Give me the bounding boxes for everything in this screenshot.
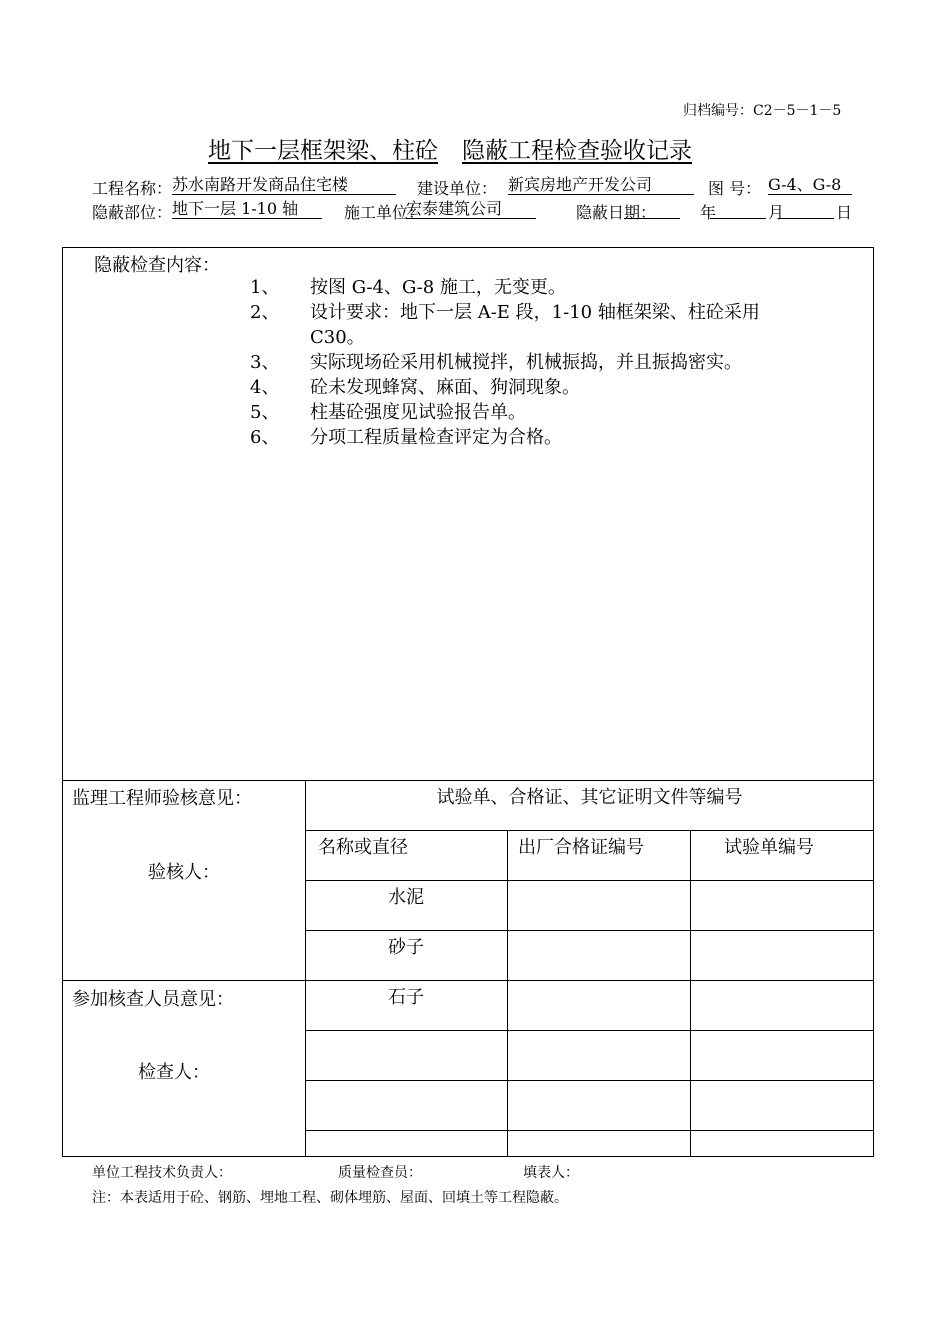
content-item-text: 砼未发现蜂窝、麻面、狗洞现象。: [310, 377, 580, 398]
grid-line: [305, 980, 874, 981]
content-item-number: 6、: [250, 427, 280, 448]
content-item-text: 分项工程质量检查评定为合格。: [310, 427, 562, 448]
concealed-date-label: 隐蔽日期：: [576, 203, 657, 222]
contractor-value: 宏泰建筑公司: [406, 200, 536, 219]
title-part-2: 隐蔽工程检查验收记录: [462, 138, 692, 164]
title-part-1: 地下一层框架梁、柱砼: [208, 138, 438, 164]
qc-inspector-label: 质量检查员：: [338, 1165, 422, 1181]
contractor-label: 施工单位：: [344, 203, 425, 222]
content-item-text: 实际现场砼采用机械搅拌，机械振捣，并且振捣密实。: [310, 352, 742, 373]
grid-line: [507, 830, 508, 1157]
column-header-certificate: 出厂合格证编号: [518, 837, 644, 858]
form-filler-label: 填表人：: [523, 1165, 579, 1181]
inspector-signer-label: 检查人：: [138, 1062, 210, 1083]
year-underline: [710, 200, 766, 219]
column-header-test-report: 试验单编号: [724, 837, 814, 858]
footnote: 注：本表适用于砼、钢筋、埋地工程、砌体埋筋、屋面、回填土等工程隐蔽。: [92, 1190, 568, 1206]
tech-lead-label: 单位工程技术负责人：: [92, 1165, 232, 1181]
divider-opinion: [62, 980, 306, 981]
concealed-part-label: 隐蔽部位：: [92, 203, 173, 222]
divider-vertical-left: [305, 780, 306, 1157]
content-item-number: 1、: [250, 277, 280, 298]
grid-line: [305, 1080, 874, 1081]
divider-content: [62, 780, 874, 781]
project-name-label: 工程名称：: [92, 179, 173, 198]
table-cell-material: 水泥: [388, 887, 424, 908]
drawing-no-value: G-4、G-8: [768, 176, 852, 195]
month-label: 月: [768, 203, 785, 222]
inspection-content-label: 隐蔽检查内容：: [94, 255, 220, 276]
concealed-part-value: 地下一层 1-10 轴: [172, 200, 322, 219]
grid-line: [305, 880, 874, 881]
content-item-text: 柱基砼强度见试验报告单。: [310, 402, 526, 423]
month-underline: [778, 200, 834, 219]
content-item-number: 5、: [250, 402, 280, 423]
content-item-text: 按图 G-4、G-8 施工，无变更。: [310, 277, 566, 298]
supervisor-opinion-label: 监理工程师验核意见：: [72, 788, 252, 809]
inspector-opinion-label: 参加核查人员意见：: [72, 989, 234, 1010]
builder-value: 新宾房地产开发公司: [508, 176, 694, 195]
date-underline: [624, 200, 680, 219]
project-name-value: 苏水南路开发商品住宅楼: [172, 176, 396, 195]
content-item-number: 2、: [250, 302, 280, 323]
grid-line: [305, 1030, 874, 1031]
year-label: 年: [700, 203, 717, 222]
content-item-number: 3、: [250, 352, 280, 373]
table-cell-material: 石子: [388, 987, 424, 1008]
builder-label: 建设单位：: [417, 179, 498, 198]
content-item-number: 4、: [250, 377, 280, 398]
table-cell-material: 砂子: [388, 937, 424, 958]
content-item-text: C30。: [310, 327, 365, 348]
grid-line: [305, 830, 874, 831]
supervisor-signer-label: 验核人：: [148, 862, 220, 883]
archive-number: 归档编号：C2－5－1－5: [683, 103, 842, 119]
grid-line: [690, 830, 691, 1157]
content-item-text: 设计要求：地下一层 A-E 段，1-10 轴框架梁、柱砼采用: [310, 302, 760, 323]
column-header-name: 名称或直径: [318, 837, 408, 858]
grid-line: [305, 1130, 874, 1131]
drawing-no-label: 图 号：: [708, 179, 762, 198]
grid-line: [305, 930, 874, 931]
day-label: 日: [836, 203, 853, 222]
page-title: [208, 132, 692, 165]
docs-table-header: 试验单、合格证、其它证明文件等编号: [436, 787, 743, 808]
